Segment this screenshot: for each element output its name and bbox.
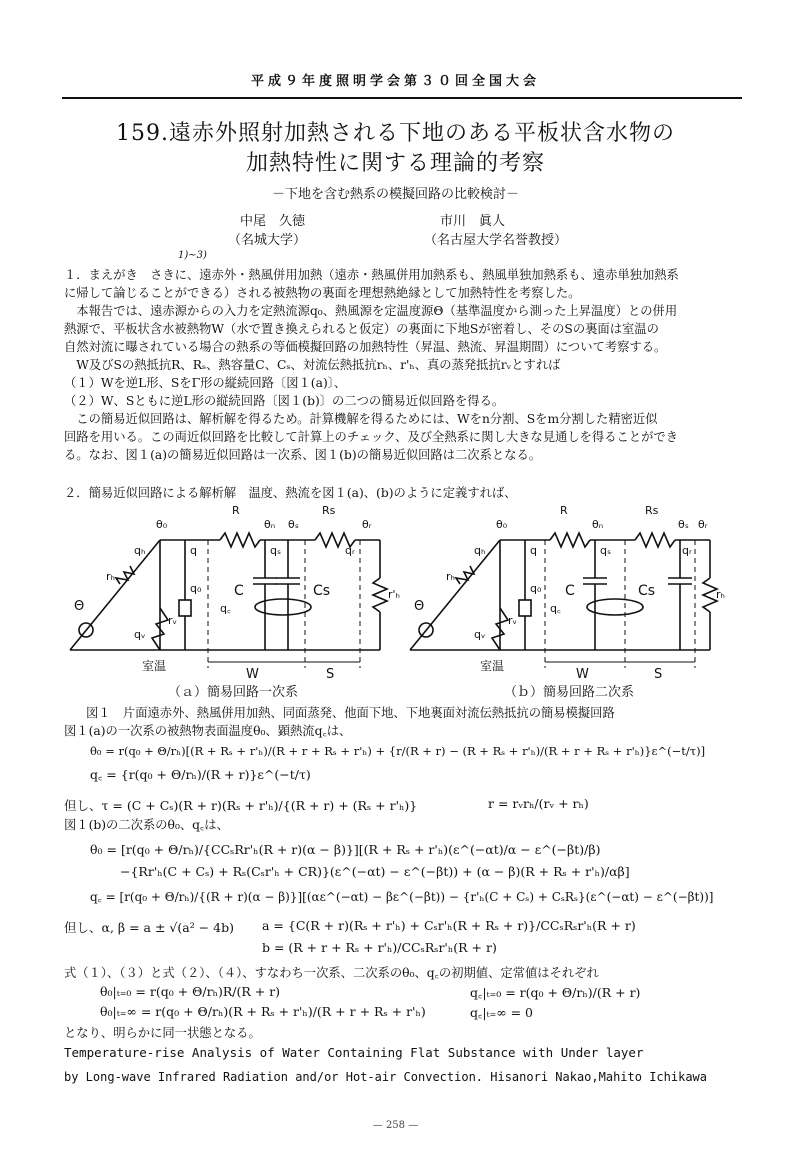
figure-caption-a: （ａ）簡易回路一次系: [168, 685, 299, 700]
english-title-line-2: by Long-wave Infrared Radiation and/or Hot-air Convection. Hisanori Nakao,Mahito Ichikawa: [64, 1070, 707, 1084]
intro-line-2: に帰して論じることができる）される被熱物の裏面を理想熱絶縁として加熱特性を考察した。: [64, 286, 581, 300]
label-R-b: R: [560, 504, 568, 517]
label-qh-b: qₕ: [474, 544, 486, 557]
label-q-a: q: [190, 544, 197, 557]
label-thn-b: θₙ: [592, 518, 604, 531]
intro-line-1: １．まえがき さきに、遠赤外・熱風併用加熱（遠赤・熱風併用加熱系も、熱風単独加熱系も、遠赤単独加熱系: [64, 268, 679, 282]
label-th0-a: θ₀: [156, 518, 168, 531]
equation-1: θ₀ = r(q₀ + Θ/rₕ)[(R + Rₛ + r'ₕ)/(R + r + Rₛ + r'ₕ) + {r/(R + r) − (R + Rₛ + r'ₕ)/(R + r + Rₛ + r'ₕ)}ε^(−t/τ)]: [90, 744, 706, 758]
equation-but-2b: b = (R + r + Rₛ + r'ₕ)/CCₛRₛr'ₕ(R + r): [262, 940, 497, 955]
circuit-a: [70, 533, 387, 668]
label-qc-a: q꜀: [220, 602, 231, 615]
author-2-affil: （名古屋大学名誉教授）: [424, 233, 568, 248]
label-rh2-a: r'ₕ: [388, 588, 400, 601]
equation-5b: q꜀|ₜ₌₀ = r(q₀ + Θ/rₕ)/(R + r): [470, 985, 641, 1000]
resistor-rh2-a: [373, 578, 387, 612]
source-q0-a: [179, 600, 191, 616]
label-qc-b: q꜀: [550, 602, 561, 615]
equation-3b: −{Rr'ₕ(C + Cₛ) + Rₛ(Cₛr'ₕ + CR)}(ε^(−αt) − ε^(−βt)) + (α − β)(R + Rₛ + r'ₕ)/αβ]: [120, 864, 630, 879]
label-qs-a: qₛ: [270, 544, 282, 557]
label-rv-a: rᵥ: [168, 614, 178, 627]
label-Theta-b: Θ: [414, 599, 425, 614]
equation-3a: θ₀ = [r(q₀ + Θ/rₕ)/{CCₛRr'ₕ(R + r)(α − β)}][(R + Rₛ + r'ₕ)(ε^(−αt)/α − ε^(−βt)/β): [90, 842, 601, 857]
label-Rs-b: Rs: [645, 504, 659, 517]
figure-1-circuits: [60, 500, 740, 700]
eq-end: となり、明らかに同一状態となる。: [64, 1026, 261, 1040]
intro-line-10: 回路を用いる。この両近似回路を比較して計算上のチェック、及び全熱系に関し大きな見通しを得ることができ: [64, 430, 678, 444]
label-rh-b: rₕ: [446, 570, 455, 583]
intro-line-9: この簡易近似回路は、解析解を得るため。計算機解を得るためには、Wをn分割、Sをm分割した精密近似: [64, 412, 658, 426]
eq-intro-2: 図１(b)の二次系のθ₀、q꜀は、: [64, 818, 229, 832]
label-qv-a: qᵥ: [134, 628, 146, 641]
intro-line-8: （２）W、Sともに逆L形の縦続回路〔図１(b)〕の二つの簡易近似回路を得る。: [64, 394, 505, 408]
label-Cs-a: Cs: [313, 583, 331, 599]
label-qr-a: qᵣ: [345, 544, 355, 557]
label-qs-b: qₛ: [600, 544, 612, 557]
equation-but-2a: a = {C(R + r)(Rₛ + r'ₕ) + Cₛr'ₕ(R + Rₛ + r)}/CCₛRₛr'ₕ(R + r): [262, 918, 636, 933]
equation-but-2: 但し、α, β = a ± √(a² − 4b): [64, 920, 234, 935]
title-line-1: 159.遠赤外照射加熱される下地のある平板状含水物の: [116, 121, 675, 146]
eq-conclusion: 式（１）、（３）と式（２）、（４）、すなわち一次系、二次系のθ₀、q꜀の初期値、定常値はそれぞれ: [64, 966, 599, 980]
label-Rs-a: Rs: [322, 504, 336, 517]
equation-but-1b: r = rᵥrₕ/(rᵥ + rₕ): [488, 796, 589, 811]
label-thr-b: θᵣ: [698, 518, 708, 531]
label-W-a: W: [246, 667, 259, 682]
source-q0-b: [519, 600, 531, 616]
label-qv-b: qᵥ: [474, 628, 486, 641]
equation-6b: q꜀|ₜ₌∞ = 0: [470, 1005, 534, 1020]
label-C-a: C: [234, 583, 244, 599]
conference-header: 平成９年度照明学会第３０回全国大会: [250, 74, 540, 89]
intro-line-4: 熱源で、平板状含水被熱物W（水で置き換えられると仮定）の裏面に下地Sが密着し、そのSの裏面は室温の: [64, 322, 659, 336]
figure-caption-b: （ｂ）簡易回路二次系: [504, 685, 635, 700]
label-C-b: C: [565, 583, 575, 599]
resistor-R-b: [550, 533, 590, 547]
subtitle: －下地を含む熱系の模擬回路の比較検討－: [271, 187, 519, 202]
label-q-b: q: [530, 544, 537, 557]
intro-line-3: 本報告では、遠赤源からの入力を定熱流源q₀、熱風源を定温度源Θ（基準温度から測った上昇温度）との併用: [64, 304, 678, 318]
eq-intro-1: 図１(a)の一次系の被熱物表面温度θ₀、顕熱流q꜀は、: [64, 724, 352, 738]
resistor-Rs-b: [635, 533, 675, 547]
equation-4: q꜀ = [r(q₀ + Θ/rₕ)/{(R + r)(α − β)}][(αε^(−αt) − βε^(−βt)) − {r'ₕ(C + Cₛ) + CₛRₛ}(ε^(−αt) − ε^(−βt))]: [90, 890, 714, 904]
label-thn-a: θₙ: [264, 518, 276, 531]
equation-but-1: 但し、τ = (C + Cₛ)(R + r)(Rₛ + r'ₕ)/{(R + r) + (Rₛ + r'ₕ)}: [64, 798, 418, 813]
label-W-b: W: [576, 667, 589, 682]
equation-5a: θ₀|ₜ₌₀ = r(q₀ + Θ/rₕ)R/(R + r): [100, 984, 281, 999]
label-Cs-b: Cs: [638, 583, 656, 599]
label-Theta-a: Θ: [74, 599, 85, 614]
label-qr-b: qᵣ: [682, 544, 692, 557]
page-number: — 258 —: [372, 1120, 419, 1131]
title-line-2: 加熱特性に関する理論的考察: [245, 151, 545, 176]
figure-caption-main: 図１ 片面遠赤外、熱風併用加熱、同面蒸発、他面下地、下地裏面対流伝熱抵抗の簡易模擬回路: [86, 706, 615, 720]
intro-line-5: 自然対流に曝されている場合の熱系の等価模擬回路の加熱特性（昇温、熱流、昇温期間）について考察する。: [64, 340, 667, 354]
label-R-a: R: [232, 504, 240, 517]
label-q0-b: q₀: [530, 582, 542, 595]
label-thr-a: θᵣ: [362, 518, 372, 531]
circuit-b: [410, 533, 717, 668]
intro-line-11: る。なお、図１(a)の簡易近似回路は一次系、図１(b)の簡易近似回路は二次系となる。: [64, 448, 542, 462]
label-ths-a: θₛ: [288, 518, 299, 531]
label-S-a: S: [326, 667, 335, 682]
intro-line-6: W及びSの熱抵抗R、Rₛ、熱容量C、Cₛ、対流伝熱抵抗rₕ、r'ₕ、真の蒸発抵抗rᵥとすれば: [64, 358, 561, 372]
equation-2: q꜀ = {r(q₀ + Θ/rₕ)/(R + r)}ε^(−t/τ): [90, 767, 311, 782]
resistor-rh2-b: [703, 578, 717, 612]
label-rh2-b: rₕ: [716, 588, 725, 601]
label-S-b: S: [654, 667, 663, 682]
author-1-affil: （名城大学）: [228, 233, 307, 248]
section-2-heading: ２．簡易近似回路による解析解 温度、熱流を図１(a)、(b)のように定義すれば、: [64, 486, 517, 500]
header-rule: [62, 97, 742, 99]
resistor-R-a: [220, 533, 260, 547]
label-qh-a: qₕ: [134, 544, 146, 557]
intro-line-7: （１）Wを逆L形、SをΓ形の縦続回路〔図１(a)〕、: [64, 376, 347, 390]
equation-6a: θ₀|ₜ₌∞ = r(q₀ + Θ/rₕ)(R + Rₛ + r'ₕ)/(R + r + Rₛ + r'ₕ): [100, 1004, 426, 1019]
label-room-b: 室温: [480, 659, 505, 673]
label-room-a: 室温: [142, 659, 167, 673]
reference-mark: 1)~3): [178, 250, 207, 261]
author-2-name: 市川 眞人: [440, 214, 506, 229]
label-q0-a: q₀: [190, 582, 202, 595]
label-rv-b: rᵥ: [508, 614, 518, 627]
label-ths-b: θₛ: [678, 518, 689, 531]
english-title-line-1: Temperature-rise Analysis of Water Containing Flat Substance with Under layer: [64, 1045, 644, 1060]
author-1-name: 中尾 久徳: [240, 214, 306, 229]
label-th0-b: θ₀: [496, 518, 508, 531]
label-rh-a: rₕ: [106, 570, 115, 583]
